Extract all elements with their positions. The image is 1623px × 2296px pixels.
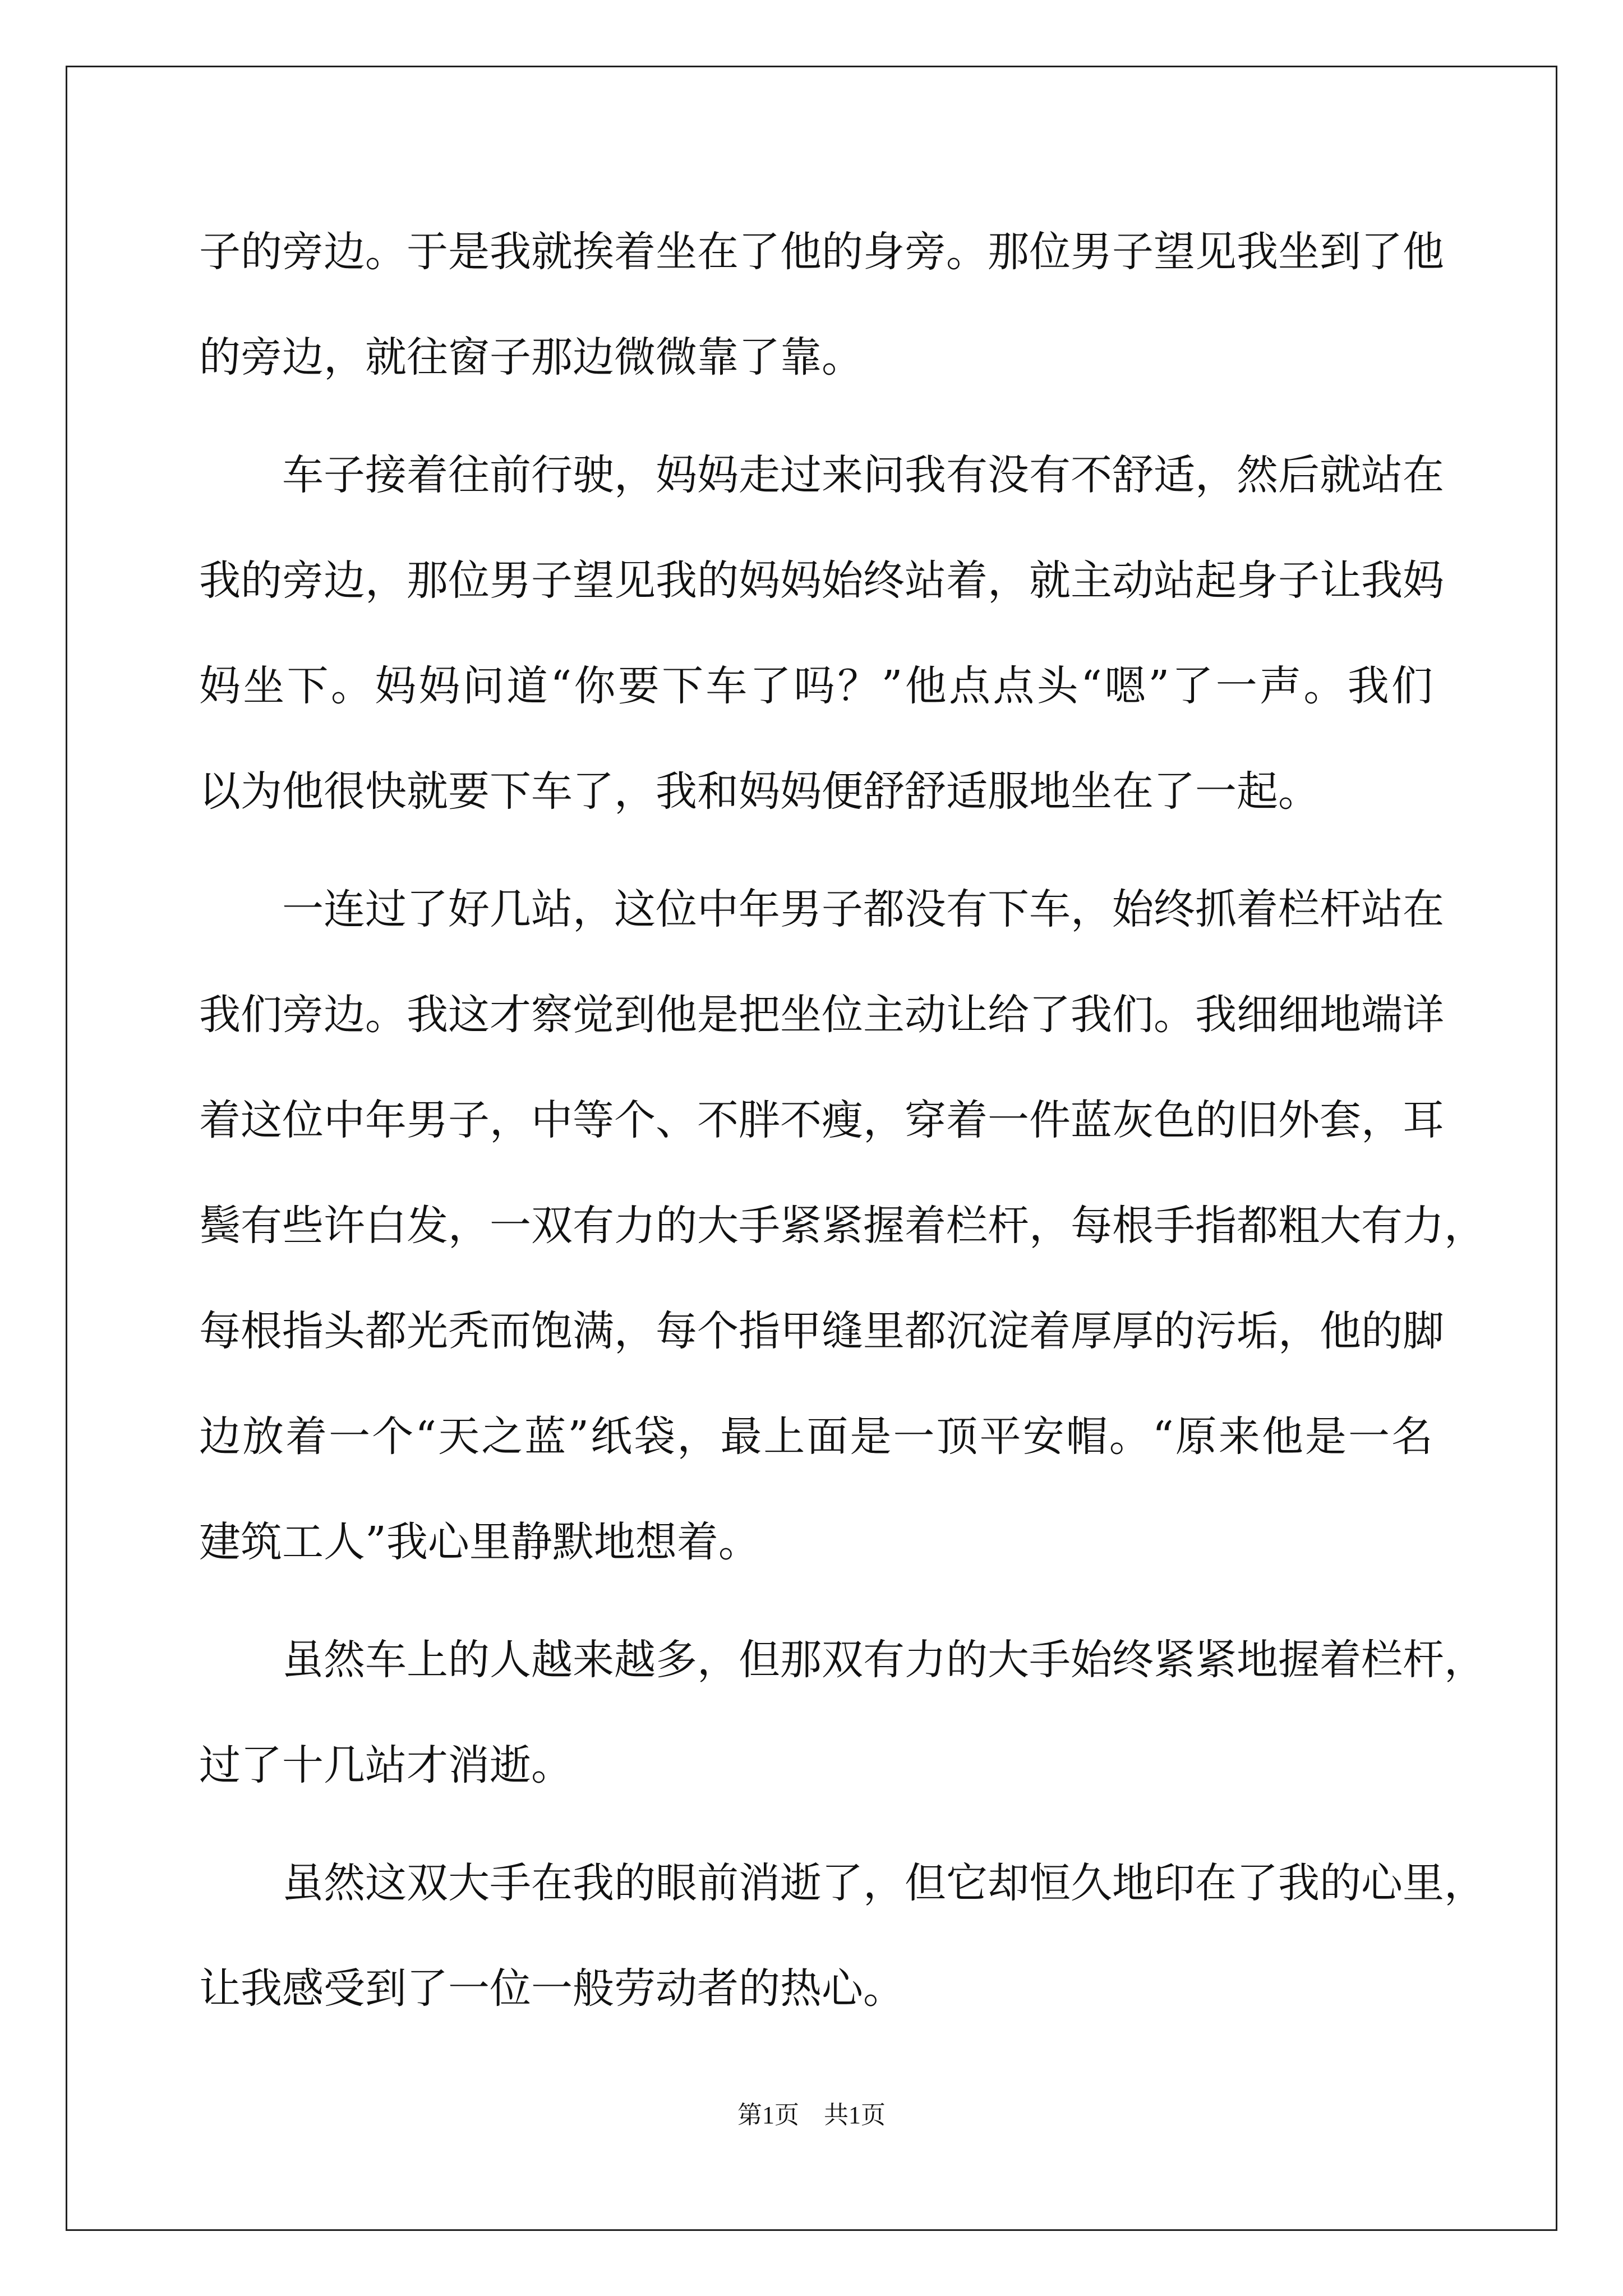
text-line: 我的旁边，那位男子望见我的妈妈始终站着，就主动站起身子让我妈 [199,556,1444,605]
text-line: 妈坐下。妈妈问道“你要下车了吗？”他点点头“嗯”了一声。我们 [199,662,1433,710]
text-line: 过了十几站才消逝。 [199,1741,573,1789]
page-number: 第1页 共1页 [737,2101,886,2129]
text-line: 每根指头都光秃而饱满，每个指甲缝里都沉淀着厚厚的污垢，他的脚 [199,1307,1444,1355]
paragraph-gap [199,1818,1433,1830]
text-line: 虽然车上的人越来越多，但那双有力的大手始终紧紧地握着栏杆， [282,1636,1486,1684]
text-line: 子的旁边。于是我就挨着坐在了他的身旁。那位男子望见我坐到了他 [199,228,1444,276]
text-line: 的旁边，就往窗子那边微微靠了靠。 [199,333,863,381]
text-line: 边放着一个“天之蓝”纸袋，最上面是一顶平安帽。“原来他是一名 [199,1412,1433,1461]
text-line: 着这位中年男子，中等个、不胖不瘦，穿着一件蓝灰色的旧外套，耳 [199,1096,1444,1144]
text-line: 让我感受到了一位一般劳动者的热心。 [199,1964,905,2013]
text-line: 虽然这双大手在我的眼前消逝了，但它却恒久地印在了我的心里， [282,1859,1486,1907]
text-line: 我们旁边。我这才察觉到他是把坐位主动让给了我们。我细细地端详 [199,991,1444,1039]
paragraph-gap [199,844,1433,857]
text-line: 鬓有些许白发，一双有力的大手紧紧握着栏杆，每根手指都粗大有力， [199,1202,1486,1250]
text-line: 一连过了好几站，这位中年男子都没有下车，始终抓着栏杆站在 [282,885,1444,933]
paragraph-gap [199,1595,1433,1607]
text-line: 建筑工人”我心里静默地想着。 [199,1518,760,1566]
document-body [199,199,1486,2041]
text-line: 车子接着往前行驶，妈妈走过来问我有没有不舒适，然后就站在 [282,451,1444,499]
paragraph-gap [199,410,1433,422]
text-line: 以为他很快就要下车了，我和妈妈便舒舒适服地坐在了一起。 [199,767,1320,816]
